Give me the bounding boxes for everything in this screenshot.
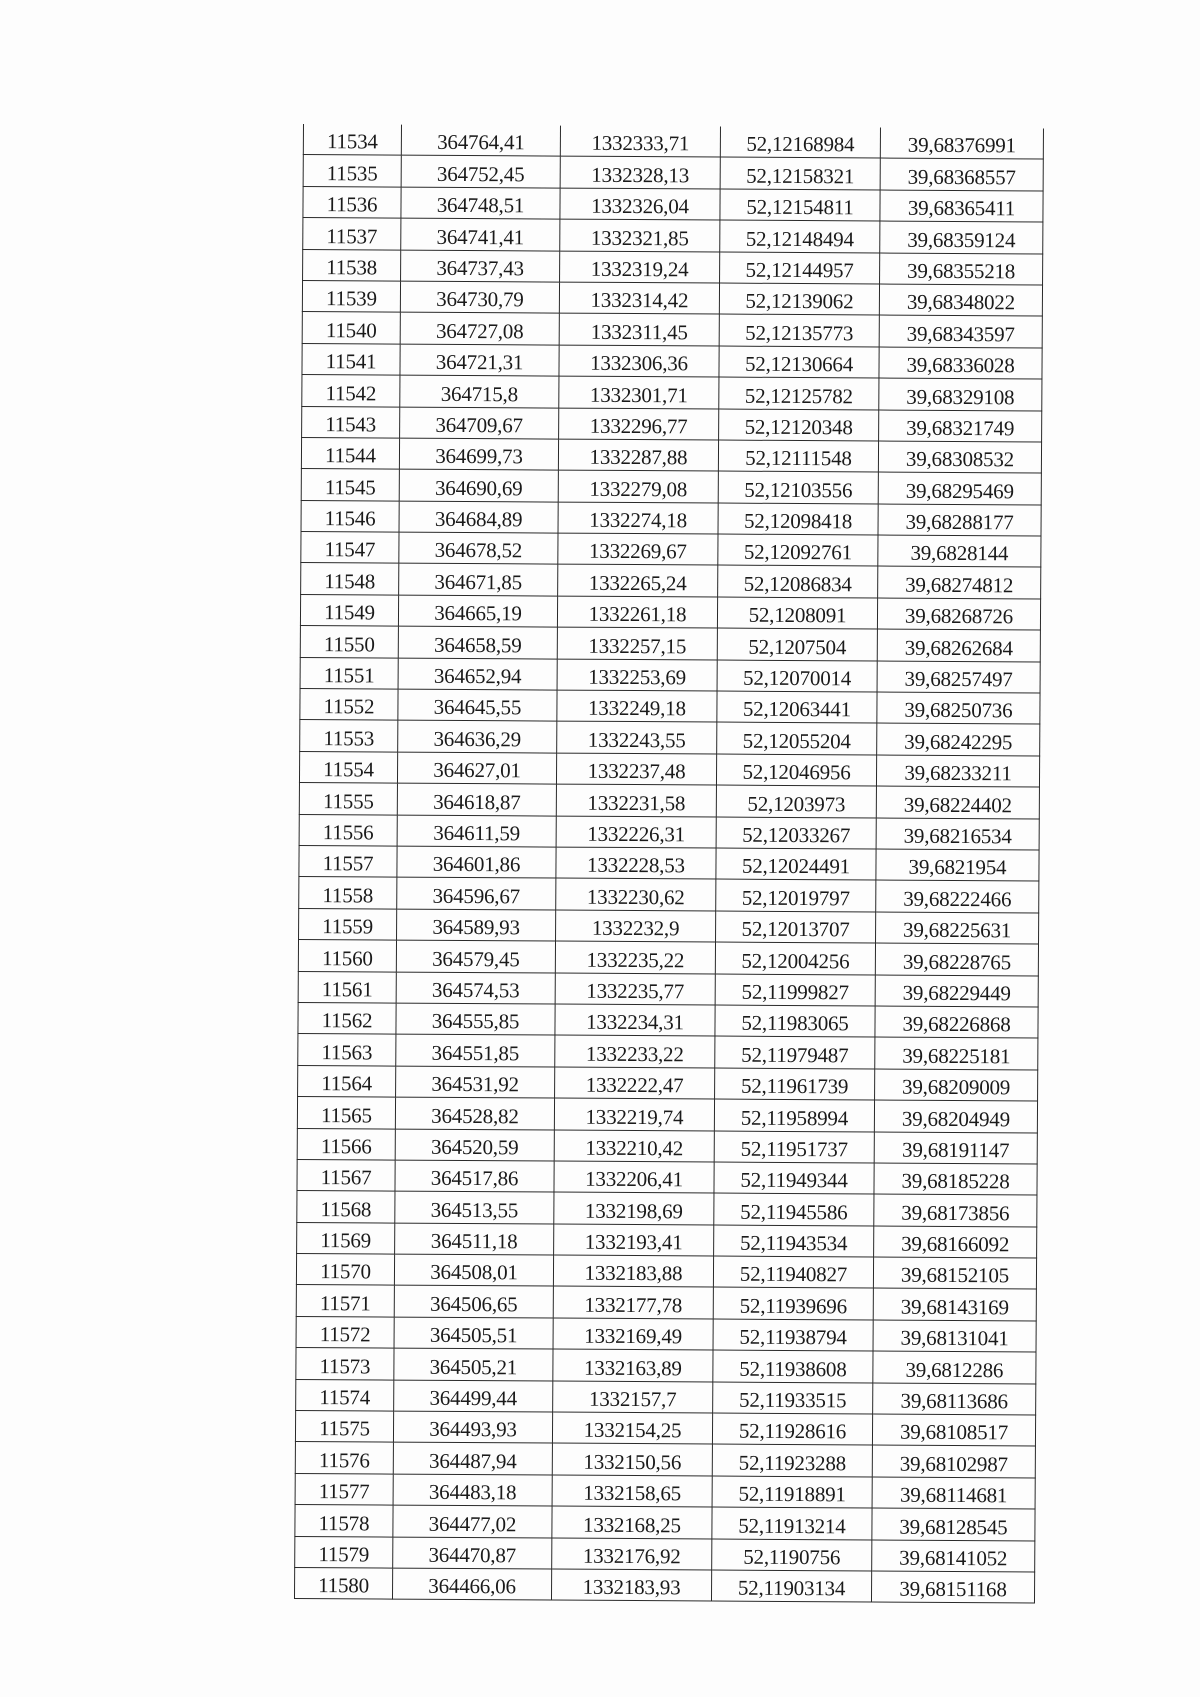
table-row	[298, 940, 1038, 976]
table-row	[303, 186, 1043, 222]
y-coordinate-cell: 1332158,65	[552, 1475, 712, 1507]
point-number-cell: 11554	[299, 751, 397, 783]
longitude-cell: 39,68262684	[877, 629, 1040, 661]
longitude-cell: 39,68222466	[876, 880, 1039, 912]
latitude-cell: 52,11999827	[715, 974, 875, 1006]
point-number-cell: 11567	[297, 1159, 395, 1191]
point-number-cell: 11555	[299, 783, 397, 815]
y-coordinate-cell: 1332169,49	[553, 1318, 713, 1350]
longitude-cell: 39,68233211	[876, 755, 1039, 787]
longitude-cell: 39,68204949	[874, 1100, 1037, 1132]
longitude-cell: 39,68343597	[879, 315, 1042, 347]
longitude-cell: 39,68229449	[875, 975, 1038, 1007]
y-coordinate-cell: 1332257,15	[557, 627, 717, 659]
x-coordinate-cell: 364555,85	[396, 1003, 555, 1035]
x-coordinate-cell: 364513,55	[395, 1191, 554, 1223]
point-number-cell: 11565	[297, 1097, 395, 1129]
x-coordinate-cell: 364678,52	[399, 532, 558, 564]
y-coordinate-cell: 1332177,78	[553, 1287, 713, 1319]
y-coordinate-cell: 1332311,45	[559, 313, 719, 345]
table-row	[299, 877, 1039, 913]
y-coordinate-cell: 1332219,74	[554, 1098, 714, 1130]
y-coordinate-cell: 1332226,31	[556, 816, 716, 848]
y-coordinate-cell: 1332198,69	[554, 1192, 714, 1224]
longitude-cell: 39,68376991	[880, 128, 1043, 160]
table-row	[295, 1473, 1035, 1509]
longitude-cell: 39,68308532	[878, 441, 1041, 473]
latitude-cell: 52,12055204	[717, 722, 877, 754]
point-number-cell: 11562	[298, 1002, 396, 1034]
longitude-cell: 39,68128545	[872, 1508, 1035, 1540]
y-coordinate-cell: 1332235,77	[555, 973, 715, 1005]
y-coordinate-cell: 1332274,18	[558, 502, 718, 534]
y-coordinate-cell: 1332301,71	[559, 376, 719, 408]
y-coordinate-cell: 1332269,67	[558, 533, 718, 565]
point-number-cell: 11548	[301, 563, 399, 595]
longitude-cell: 39,68329108	[879, 378, 1042, 410]
y-coordinate-cell: 1332210,42	[554, 1130, 714, 1162]
x-coordinate-cell: 364764,41	[401, 125, 560, 157]
table-row	[302, 280, 1042, 316]
point-number-cell: 11558	[299, 877, 397, 909]
point-number-cell: 11566	[297, 1128, 395, 1160]
x-coordinate-cell: 364477,02	[393, 1505, 552, 1537]
longitude-cell: 39,6828144	[878, 535, 1041, 567]
y-coordinate-cell: 1332314,42	[559, 282, 719, 314]
latitude-cell: 52,11928616	[712, 1413, 872, 1445]
table-row	[298, 1065, 1038, 1101]
y-coordinate-cell: 1332319,24	[560, 251, 720, 283]
latitude-cell: 52,12046956	[716, 754, 876, 786]
latitude-cell: 52,12103556	[718, 471, 878, 503]
table-row	[302, 406, 1042, 442]
table-row	[301, 437, 1041, 473]
table-row	[300, 689, 1040, 725]
longitude-cell: 39,68295469	[878, 472, 1041, 504]
x-coordinate-cell: 364699,73	[399, 438, 558, 470]
latitude-cell: 52,12135773	[719, 314, 879, 346]
longitude-cell: 39,68113686	[873, 1383, 1036, 1415]
x-coordinate-cell: 364470,87	[393, 1537, 552, 1569]
table-row	[296, 1316, 1036, 1352]
latitude-cell: 52,12033267	[716, 817, 876, 849]
point-number-cell: 11547	[301, 532, 399, 564]
longitude-cell: 39,68224402	[876, 786, 1039, 818]
table-row	[303, 124, 1043, 159]
latitude-cell: 52,12158321	[720, 157, 880, 189]
x-coordinate-cell: 364611,59	[397, 815, 556, 847]
x-coordinate-cell: 364579,45	[396, 940, 555, 972]
x-coordinate-cell: 364574,53	[396, 972, 555, 1004]
table-row	[300, 720, 1040, 756]
point-number-cell: 11553	[300, 720, 398, 752]
point-number-cell: 11550	[300, 626, 398, 658]
longitude-cell: 39,68225631	[876, 912, 1039, 944]
y-coordinate-cell: 1332157,7	[553, 1381, 713, 1413]
table-row	[299, 814, 1039, 850]
longitude-cell: 39,68274812	[878, 566, 1041, 598]
x-coordinate-cell: 364737,43	[401, 250, 560, 282]
longitude-cell: 39,68268726	[877, 598, 1040, 630]
longitude-cell: 39,68359124	[880, 221, 1043, 253]
latitude-cell: 52,11949344	[714, 1162, 874, 1194]
latitude-cell: 52,11923288	[712, 1444, 872, 1476]
latitude-cell: 52,12070014	[717, 660, 877, 692]
longitude-cell: 39,68250736	[877, 692, 1040, 724]
y-coordinate-cell: 1332183,93	[551, 1569, 711, 1601]
x-coordinate-cell: 364493,93	[393, 1411, 552, 1443]
y-coordinate-cell: 1332261,18	[557, 596, 717, 628]
point-number-cell: 11571	[296, 1285, 394, 1317]
latitude-cell: 52,12120348	[719, 409, 879, 441]
x-coordinate-cell: 364665,19	[398, 595, 557, 627]
latitude-cell: 52,1208091	[717, 597, 877, 629]
y-coordinate-cell: 1332168,25	[552, 1506, 712, 1538]
x-coordinate-cell: 364528,82	[395, 1097, 554, 1129]
latitude-cell: 52,12013707	[716, 911, 876, 943]
longitude-cell: 39,68166092	[874, 1226, 1037, 1258]
x-coordinate-cell: 364520,59	[395, 1129, 554, 1161]
x-coordinate-cell: 364684,89	[399, 501, 558, 533]
x-coordinate-cell: 364709,67	[400, 407, 559, 439]
x-coordinate-cell: 364466,06	[392, 1568, 551, 1600]
x-coordinate-cell: 364511,18	[395, 1223, 554, 1255]
latitude-cell: 52,11939696	[713, 1287, 873, 1319]
x-coordinate-cell: 364505,21	[394, 1348, 553, 1380]
x-coordinate-cell: 364727,08	[400, 312, 559, 344]
point-number-cell: 11549	[300, 594, 398, 626]
point-number-cell: 11542	[302, 375, 400, 407]
y-coordinate-cell: 1332253,69	[557, 659, 717, 691]
latitude-cell: 52,11940827	[713, 1256, 873, 1288]
point-number-cell: 11580	[294, 1567, 392, 1599]
latitude-cell: 52,12092761	[718, 534, 878, 566]
point-number-cell: 11561	[298, 971, 396, 1003]
latitude-cell: 52,1190756	[712, 1539, 872, 1571]
longitude-cell: 39,68216534	[876, 818, 1039, 850]
y-coordinate-cell: 1332150,56	[552, 1443, 712, 1475]
latitude-cell: 52,12086834	[718, 566, 878, 598]
latitude-cell: 52,11918891	[712, 1476, 872, 1508]
longitude-cell: 39,68152105	[873, 1257, 1036, 1289]
table-row	[296, 1254, 1036, 1290]
table-row	[296, 1379, 1036, 1415]
point-number-cell: 11556	[299, 814, 397, 846]
x-coordinate-cell: 364618,87	[397, 783, 556, 815]
longitude-cell: 39,68191147	[874, 1132, 1037, 1164]
x-coordinate-cell: 364601,86	[397, 846, 556, 878]
point-number-cell: 11545	[301, 469, 399, 501]
table-row	[301, 500, 1041, 536]
y-coordinate-cell: 1332287,88	[558, 439, 718, 471]
latitude-cell: 52,12144957	[720, 252, 880, 284]
y-coordinate-cell: 1332249,18	[557, 690, 717, 722]
x-coordinate-cell: 364658,59	[398, 626, 557, 658]
table-row	[298, 1034, 1038, 1070]
longitude-cell: 39,68365411	[880, 190, 1043, 222]
latitude-cell: 52,12125782	[719, 377, 879, 409]
point-number-cell: 11544	[301, 437, 399, 469]
coordinates-table-wrapper	[294, 124, 1043, 1604]
point-number-cell: 11560	[298, 940, 396, 972]
x-coordinate-cell: 364508,01	[394, 1254, 553, 1286]
y-coordinate-cell: 1332234,31	[555, 1004, 715, 1036]
point-number-cell: 11543	[302, 406, 400, 438]
point-number-cell: 11546	[301, 500, 399, 532]
table-row	[295, 1442, 1035, 1478]
y-coordinate-cell: 1332183,88	[553, 1255, 713, 1287]
latitude-cell: 52,12098418	[718, 503, 878, 535]
table-row	[303, 249, 1043, 285]
point-number-cell: 11579	[295, 1536, 393, 1568]
table-row	[301, 563, 1041, 599]
longitude-cell: 39,68151168	[871, 1571, 1034, 1603]
x-coordinate-cell: 364596,67	[397, 877, 556, 909]
y-coordinate-cell: 1332222,47	[555, 1067, 715, 1099]
longitude-cell: 39,68288177	[878, 504, 1041, 536]
x-coordinate-cell: 364531,92	[396, 1066, 555, 1098]
table-row	[297, 1191, 1037, 1227]
table-row	[302, 375, 1042, 411]
latitude-cell: 52,11945586	[714, 1193, 874, 1225]
latitude-cell: 52,11938794	[713, 1319, 873, 1351]
x-coordinate-cell: 364506,65	[394, 1286, 553, 1318]
table-row	[297, 1097, 1037, 1133]
table-row	[296, 1348, 1036, 1384]
longitude-cell: 39,68143169	[873, 1288, 1036, 1320]
table-row	[300, 626, 1040, 662]
y-coordinate-cell: 1332279,08	[558, 470, 718, 502]
point-number-cell: 11535	[303, 155, 401, 187]
latitude-cell: 52,11933515	[713, 1382, 873, 1414]
point-number-cell: 11552	[300, 689, 398, 721]
x-coordinate-cell: 364627,01	[397, 752, 556, 784]
longitude-cell: 39,68368557	[880, 158, 1043, 190]
x-coordinate-cell: 364748,51	[401, 187, 560, 219]
y-coordinate-cell: 1332232,9	[556, 910, 716, 942]
table-row	[301, 469, 1041, 505]
x-coordinate-cell: 364741,41	[401, 218, 560, 250]
longitude-cell: 39,68185228	[874, 1163, 1037, 1195]
latitude-cell: 52,11943534	[714, 1225, 874, 1257]
longitude-cell: 39,68131041	[873, 1320, 1036, 1352]
y-coordinate-cell: 1332306,36	[559, 345, 719, 377]
longitude-cell: 39,68348022	[879, 284, 1042, 316]
table-row	[299, 751, 1039, 787]
y-coordinate-cell: 1332230,62	[556, 878, 716, 910]
latitude-cell: 52,11951737	[714, 1131, 874, 1163]
x-coordinate-cell: 364636,29	[398, 721, 557, 753]
table-row	[295, 1410, 1035, 1446]
latitude-cell: 52,12063441	[717, 691, 877, 723]
x-coordinate-cell: 364487,94	[393, 1442, 552, 1474]
longitude-cell: 39,68242295	[877, 723, 1040, 755]
longitude-cell: 39,6821954	[876, 849, 1039, 881]
x-coordinate-cell: 364752,45	[401, 155, 560, 187]
coordinates-table	[294, 124, 1044, 1604]
table-row	[297, 1159, 1037, 1195]
latitude-cell: 52,11938608	[713, 1350, 873, 1382]
point-number-cell: 11538	[303, 249, 401, 281]
x-coordinate-cell: 364589,93	[397, 909, 556, 941]
x-coordinate-cell: 364652,94	[398, 658, 557, 690]
y-coordinate-cell: 1332228,53	[556, 847, 716, 879]
point-number-cell: 11573	[296, 1348, 394, 1380]
table-row	[295, 1505, 1035, 1541]
y-coordinate-cell: 1332296,77	[559, 408, 719, 440]
point-number-cell: 11539	[302, 280, 400, 312]
longitude-cell: 39,68228765	[875, 943, 1038, 975]
y-coordinate-cell: 1332333,71	[560, 126, 720, 158]
point-number-cell: 11559	[299, 908, 397, 940]
point-number-cell: 11541	[302, 343, 400, 375]
x-coordinate-cell: 364499,44	[394, 1380, 553, 1412]
longitude-cell: 39,68141052	[872, 1540, 1035, 1572]
point-number-cell: 11576	[295, 1442, 393, 1474]
table-row	[295, 1536, 1035, 1572]
longitude-cell: 39,68108517	[872, 1414, 1035, 1446]
longitude-cell: 39,68355218	[880, 253, 1043, 285]
point-number-cell: 11568	[297, 1191, 395, 1223]
x-coordinate-cell: 364715,8	[400, 375, 559, 407]
table-row	[298, 971, 1038, 1007]
latitude-cell: 52,11903134	[711, 1570, 871, 1602]
table-row	[294, 1567, 1034, 1603]
point-number-cell: 11557	[299, 845, 397, 877]
point-number-cell: 11563	[298, 1034, 396, 1066]
y-coordinate-cell: 1332321,85	[560, 219, 720, 251]
y-coordinate-cell: 1332233,22	[555, 1035, 715, 1067]
point-number-cell: 11551	[300, 657, 398, 689]
x-coordinate-cell: 364730,79	[400, 281, 559, 313]
latitude-cell: 52,12154811	[720, 189, 880, 221]
table-row	[299, 845, 1039, 881]
y-coordinate-cell: 1332193,41	[554, 1224, 714, 1256]
y-coordinate-cell: 1332326,04	[560, 188, 720, 220]
longitude-cell: 39,68114681	[872, 1477, 1035, 1509]
x-coordinate-cell: 364721,31	[400, 344, 559, 376]
latitude-cell: 52,12148494	[720, 220, 880, 252]
table-row	[303, 155, 1043, 191]
x-coordinate-cell: 364517,86	[395, 1160, 554, 1192]
latitude-cell: 52,12024491	[716, 848, 876, 880]
latitude-cell: 52,11979487	[715, 1036, 875, 1068]
coordinates-table-body	[294, 124, 1043, 1603]
latitude-cell: 52,11958994	[714, 1099, 874, 1131]
point-number-cell: 11578	[295, 1505, 393, 1537]
x-coordinate-cell: 364671,85	[399, 564, 558, 596]
latitude-cell: 52,12111548	[718, 440, 878, 472]
y-coordinate-cell: 1332163,89	[553, 1349, 713, 1381]
point-number-cell: 11572	[296, 1316, 394, 1348]
latitude-cell: 52,1203973	[716, 785, 876, 817]
table-row	[303, 218, 1043, 254]
x-coordinate-cell: 364645,55	[398, 689, 557, 721]
longitude-cell: 39,68102987	[872, 1445, 1035, 1477]
point-number-cell: 11570	[296, 1254, 394, 1286]
latitude-cell: 52,11983065	[715, 1005, 875, 1037]
longitude-cell: 39,68225181	[875, 1037, 1038, 1069]
longitude-cell: 39,68173856	[874, 1194, 1037, 1226]
x-coordinate-cell: 364483,18	[393, 1474, 552, 1506]
table-row	[302, 312, 1042, 348]
longitude-cell: 39,68321749	[879, 410, 1042, 442]
x-coordinate-cell: 364690,69	[399, 469, 558, 501]
longitude-cell: 39,68336028	[879, 347, 1042, 379]
y-coordinate-cell: 1332243,55	[557, 721, 717, 753]
point-number-cell: 11575	[295, 1410, 393, 1442]
point-number-cell: 11577	[295, 1473, 393, 1505]
table-row	[299, 908, 1039, 944]
table-row	[298, 1002, 1038, 1038]
latitude-cell: 52,1207504	[717, 628, 877, 660]
latitude-cell: 52,11913214	[712, 1507, 872, 1539]
point-number-cell: 11574	[296, 1379, 394, 1411]
table-row	[300, 657, 1040, 693]
point-number-cell: 11536	[303, 186, 401, 218]
longitude-cell: 39,6812286	[873, 1351, 1036, 1383]
latitude-cell: 52,12139062	[719, 283, 879, 315]
y-coordinate-cell: 1332206,41	[554, 1161, 714, 1193]
y-coordinate-cell: 1332231,58	[556, 784, 716, 816]
point-number-cell: 11564	[298, 1065, 396, 1097]
y-coordinate-cell: 1332265,24	[558, 565, 718, 597]
longitude-cell: 39,68209009	[875, 1069, 1038, 1101]
table-row	[301, 532, 1041, 568]
longitude-cell: 39,68257497	[877, 661, 1040, 693]
y-coordinate-cell: 1332154,25	[552, 1412, 712, 1444]
longitude-cell: 39,68226868	[875, 1006, 1038, 1038]
table-row	[296, 1285, 1036, 1321]
latitude-cell: 52,12130664	[719, 346, 879, 378]
point-number-cell: 11534	[303, 124, 401, 155]
y-coordinate-cell: 1332237,48	[556, 753, 716, 785]
table-row	[302, 343, 1042, 379]
table-row	[297, 1128, 1037, 1164]
latitude-cell: 52,12019797	[716, 879, 876, 911]
y-coordinate-cell: 1332328,13	[560, 156, 720, 188]
y-coordinate-cell: 1332176,92	[552, 1538, 712, 1570]
latitude-cell: 52,12004256	[715, 942, 875, 974]
point-number-cell: 11537	[303, 218, 401, 250]
y-coordinate-cell: 1332235,22	[555, 941, 715, 973]
x-coordinate-cell: 364505,51	[394, 1317, 553, 1349]
table-row	[299, 783, 1039, 819]
latitude-cell: 52,12168984	[720, 127, 880, 159]
point-number-cell: 11569	[297, 1222, 395, 1254]
latitude-cell: 52,11961739	[715, 1068, 875, 1100]
table-row	[300, 594, 1040, 630]
table-row	[297, 1222, 1037, 1258]
x-coordinate-cell: 364551,85	[396, 1034, 555, 1066]
point-number-cell: 11540	[302, 312, 400, 344]
